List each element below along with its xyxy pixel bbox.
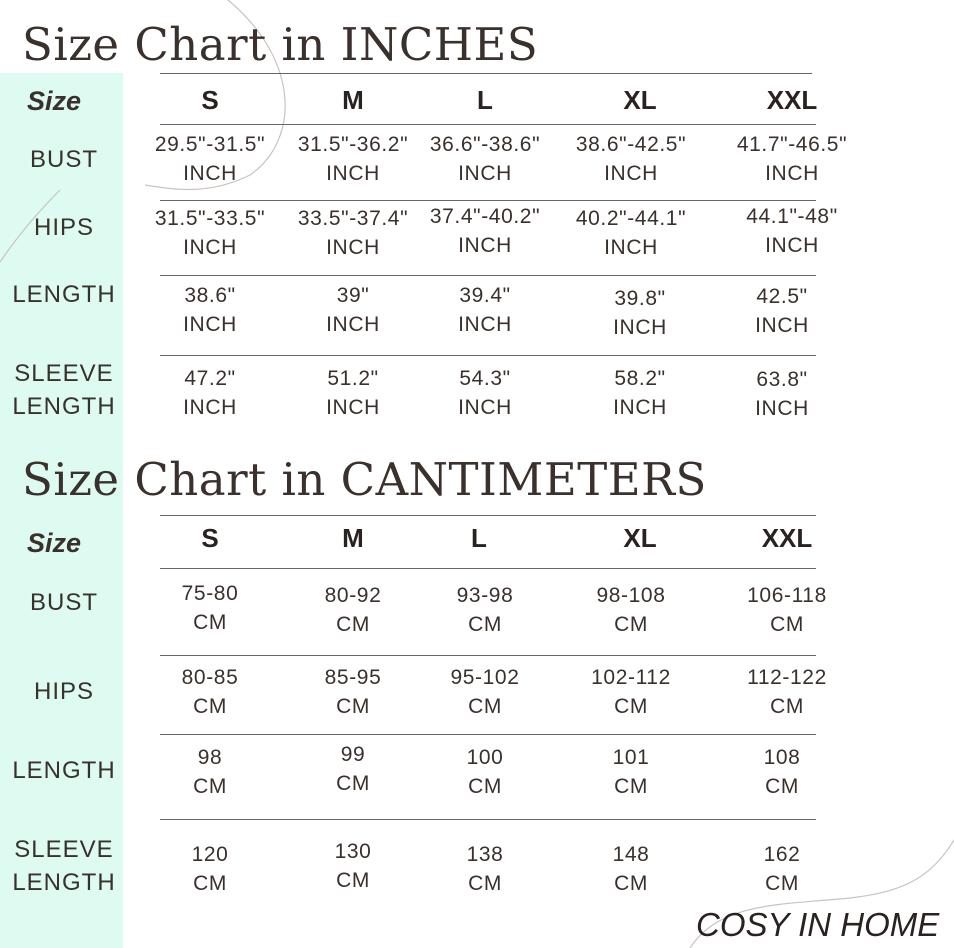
inches-size-s: S — [201, 85, 219, 115]
inches-cell-sleeve-xl: 58.2" INCH — [613, 367, 667, 419]
cm-cell-sleeve-s: 120 CM — [191, 843, 229, 895]
cm-row-label-sleeve-length: SLEEVE LENGTH — [12, 836, 116, 896]
cm-cell-hips-xxl: 112-122 CM — [747, 666, 827, 718]
inches-cell-hips-xxl: 44.1"-48" INCH — [746, 205, 838, 257]
cm-size-s: S — [201, 523, 219, 553]
inches-cell-sleeve-l: 54.3" INCH — [458, 367, 512, 419]
cm-cell-length-l: 100 CM — [466, 746, 504, 798]
brand-name: COSY IN HOME — [696, 906, 940, 943]
inches-row-label-hips: HIPS — [33, 214, 94, 241]
cm-rule-length — [160, 819, 816, 820]
inches-rule-length — [160, 355, 816, 356]
inches-cell-sleeve-m: 51.2" INCH — [326, 367, 380, 419]
cm-cell-bust-l: 93-98 CM — [456, 584, 514, 636]
inches-rule-bust — [160, 200, 816, 201]
inches-cell-length-s: 38.6" INCH — [183, 284, 237, 336]
cm-cell-sleeve-l: 138 CM — [466, 843, 504, 895]
inches-cell-bust-xl: 38.6"-42.5" INCH — [575, 133, 687, 185]
inches-cell-hips-l: 37.4"-40.2" INCH — [429, 205, 541, 257]
inches-cell-hips-xl: 40.2"-44.1" INCH — [575, 207, 687, 259]
cm-cell-bust-xl: 98-108 CM — [596, 584, 666, 636]
cm-size-xxl: XXL — [761, 523, 813, 553]
cm-cell-sleeve-m: 130 CM — [334, 840, 372, 892]
mint-accent-band — [0, 73, 123, 948]
inches-cell-bust-s: 29.5"-31.5" INCH — [154, 133, 266, 185]
centimeters-chart-title: Size Chart in CANTIMETERS — [22, 453, 707, 506]
inches-title-rule — [160, 73, 812, 74]
inches-cell-sleeve-xxl: 63.8" INCH — [755, 368, 809, 420]
cm-cell-hips-l: 95-102 CM — [450, 666, 520, 718]
inches-size-header: Size — [27, 86, 82, 116]
cm-cell-hips-xl: 102-112 CM — [591, 666, 671, 718]
cm-cell-length-s: 98 CM — [193, 746, 227, 798]
cm-size-header: Size — [27, 528, 82, 558]
inches-size-l: L — [477, 85, 493, 115]
inches-row-label-bust: BUST — [29, 146, 98, 173]
cm-rule-hips — [160, 734, 816, 735]
inches-size-m: M — [342, 85, 364, 115]
inches-size-xxl: XXL — [766, 85, 818, 115]
cm-cell-bust-s: 75-80 CM — [181, 582, 239, 634]
inches-rule-hips — [160, 275, 816, 276]
inches-cell-hips-m: 33.5"-37.4" INCH — [297, 207, 409, 259]
cm-cell-hips-s: 80-85 CM — [181, 666, 239, 718]
cm-size-xl: XL — [623, 523, 657, 553]
inches-row-label-sleeve-length: SLEEVE LENGTH — [12, 360, 116, 420]
cm-cell-sleeve-xxl: 162 CM — [763, 843, 801, 895]
cm-rule-bust — [160, 655, 816, 656]
inches-cell-bust-xxl: 41.7"-46.5" INCH — [736, 133, 848, 185]
cm-row-label-length: LENGTH — [12, 757, 116, 784]
cm-cell-sleeve-xl: 148 CM — [612, 843, 650, 895]
cm-title-rule — [160, 515, 816, 516]
inches-cell-length-xl: 39.8" INCH — [613, 287, 667, 339]
inches-chart-title: Size Chart in INCHES — [22, 18, 539, 71]
inches-cell-bust-l: 36.6"-38.6" INCH — [429, 133, 541, 185]
inches-cell-length-xxl: 42.5" INCH — [755, 285, 809, 337]
cm-row-label-bust: BUST — [29, 589, 98, 616]
cm-cell-length-xxl: 108 CM — [763, 746, 801, 798]
cm-size-m: M — [342, 523, 364, 553]
inches-size-xl: XL — [623, 85, 657, 115]
cm-row-label-hips: HIPS — [33, 678, 94, 705]
cm-header-rule — [160, 568, 816, 569]
cm-size-l: L — [471, 523, 487, 553]
cm-cell-length-m: 99 CM — [336, 743, 370, 795]
cm-cell-hips-m: 85-95 CM — [324, 666, 382, 718]
inches-cell-length-m: 39" INCH — [326, 284, 380, 336]
inches-row-label-length: LENGTH — [12, 281, 116, 308]
cm-cell-bust-m: 80-92 CM — [324, 584, 382, 636]
inches-cell-bust-m: 31.5"-36.2" INCH — [297, 133, 409, 185]
inches-cell-length-l: 39.4" INCH — [458, 284, 512, 336]
inches-cell-sleeve-s: 47.2" INCH — [183, 367, 237, 419]
cm-cell-bust-xxl: 106-118 CM — [747, 584, 827, 636]
cm-cell-length-xl: 101 CM — [612, 746, 650, 798]
inches-header-rule — [160, 124, 816, 125]
inches-cell-hips-s: 31.5"-33.5" INCH — [154, 207, 266, 259]
